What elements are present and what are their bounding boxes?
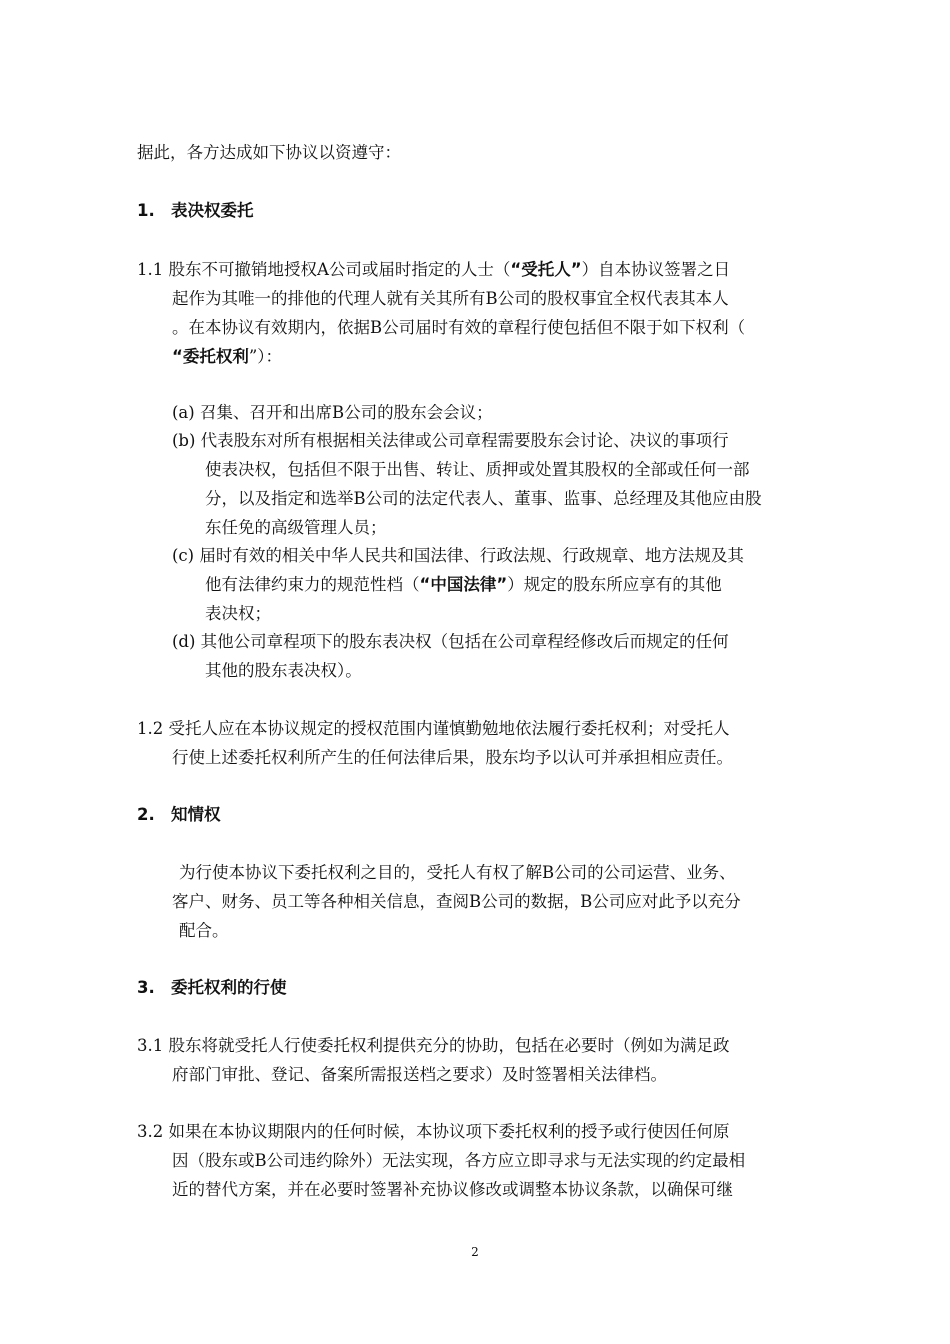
clause-1-2-line-2: 行使上述委托权利所产生的任何法律后果，股东均予以认可并承担相应责任。 bbox=[172, 748, 733, 767]
page-number: 2 bbox=[471, 1245, 479, 1259]
clause-1-1-text: 1.1 股东不可撤销地授权A公司或届时指定的人士（ bbox=[137, 260, 511, 279]
item-d-line-1: (d) 其他公司章程项下的股东表决权（包括在公司章程经修改后而规定的任何 bbox=[172, 632, 729, 651]
item-c-text: ）规定的股东所应享有的其他 bbox=[507, 575, 722, 594]
section-2-heading bbox=[137, 800, 221, 830]
section-3-number: 3. bbox=[137, 978, 155, 997]
item-c-line-2 bbox=[205, 570, 722, 600]
clause-3-2-line-3: 近的替代方案，并在必要时签署补充协议修改或调整本协议条款，以确保可继 bbox=[172, 1180, 733, 1199]
section-3-title: 委托权利的行使 bbox=[171, 978, 287, 997]
section-2-title: 知情权 bbox=[171, 805, 221, 824]
section-1-heading bbox=[137, 196, 254, 226]
clause-3-1-line-2: 府部门审批、登记、备案所需报送档之要求）及时签署相关法律档。 bbox=[172, 1065, 667, 1084]
item-c-line-3: 表决权； bbox=[205, 604, 271, 623]
defined-term-trustee: “受托人” bbox=[510, 260, 582, 279]
defined-term-prc-law: “中国法律” bbox=[419, 575, 508, 594]
clause-3-1-line-1: 3.1 股东将就受托人行使委托权利提供充分的协助，包括在必要时（例如为满足政 bbox=[137, 1036, 730, 1055]
item-b-line-4: 东任免的高级管理人员； bbox=[205, 518, 387, 537]
section-3-heading bbox=[137, 973, 287, 1003]
section-2-line-3: 配合。 bbox=[179, 921, 229, 940]
clause-1-1-line-4 bbox=[172, 342, 282, 372]
clause-3-2-line-1: 3.2 如果在本协议期限内的任何时候，本协议项下委托权利的授予或行使因任何原 bbox=[137, 1122, 730, 1141]
item-b-line-2: 使表决权，包括但不限于出售、转让、质押或处置其股权的全部或任何一部 bbox=[205, 460, 750, 479]
section-1-number: 1. bbox=[137, 201, 155, 220]
section-1-title: 表决权委托 bbox=[171, 201, 254, 220]
clause-3-2-line-2: 因（股东或B公司违约除外）无法实现，各方应立即寻求与无法实现的约定最相 bbox=[172, 1151, 746, 1170]
item-c-line-1: (c) 届时有效的相关中华人民共和国法律、行政法规、行政规章、地方法规及其 bbox=[172, 546, 744, 565]
defined-term-entrusted-rights: “委托权利 bbox=[172, 347, 249, 366]
item-d-line-2: 其他的股东表决权）。 bbox=[205, 661, 362, 680]
item-c-text: 他有法律约束力的规范性档（ bbox=[205, 575, 420, 594]
clause-1-1-text: ）自本协议签署之日 bbox=[581, 260, 731, 279]
section-2-number: 2. bbox=[137, 805, 155, 824]
section-2-line-1: 为行使本协议下委托权利之目的，受托人有权了解B公司的公司运营、业务、 bbox=[179, 863, 736, 882]
item-b-line-1: (b) 代表股东对所有根据相关法律或公司章程需要股东会讨论、决议的事项行 bbox=[172, 431, 729, 450]
item-b-line-3: 分，以及指定和选举B公司的法定代表人、董事、监事、总经理及其他应由股 bbox=[205, 489, 762, 508]
clause-1-1-line-3: 。在本协议有效期内，依据B公司届时有效的章程行使包括但不限于如下权利（ bbox=[172, 318, 746, 337]
clause-1-1-line-2: 起作为其唯一的排他的代理人就有关其所有B公司的股权事宜全权代表其本人 bbox=[172, 289, 729, 308]
intro-paragraph: 据此，各方达成如下协议以资遵守： bbox=[137, 143, 401, 162]
clause-1-2-line-1: 1.2 受托人应在本协议规定的授权范围内谨慎勤勉地依法履行委托权利；对受托人 bbox=[137, 719, 730, 738]
clause-1-1-line-1 bbox=[137, 255, 730, 285]
section-2-line-2: 客户、财务、员工等各种相关信息，查阅B公司的数据，B公司应对此予以充分 bbox=[172, 892, 741, 911]
item-a-line-1: (a) 召集、召开和出席B公司的股东会会议； bbox=[172, 403, 493, 422]
clause-1-1-text: ”）： bbox=[248, 347, 283, 366]
